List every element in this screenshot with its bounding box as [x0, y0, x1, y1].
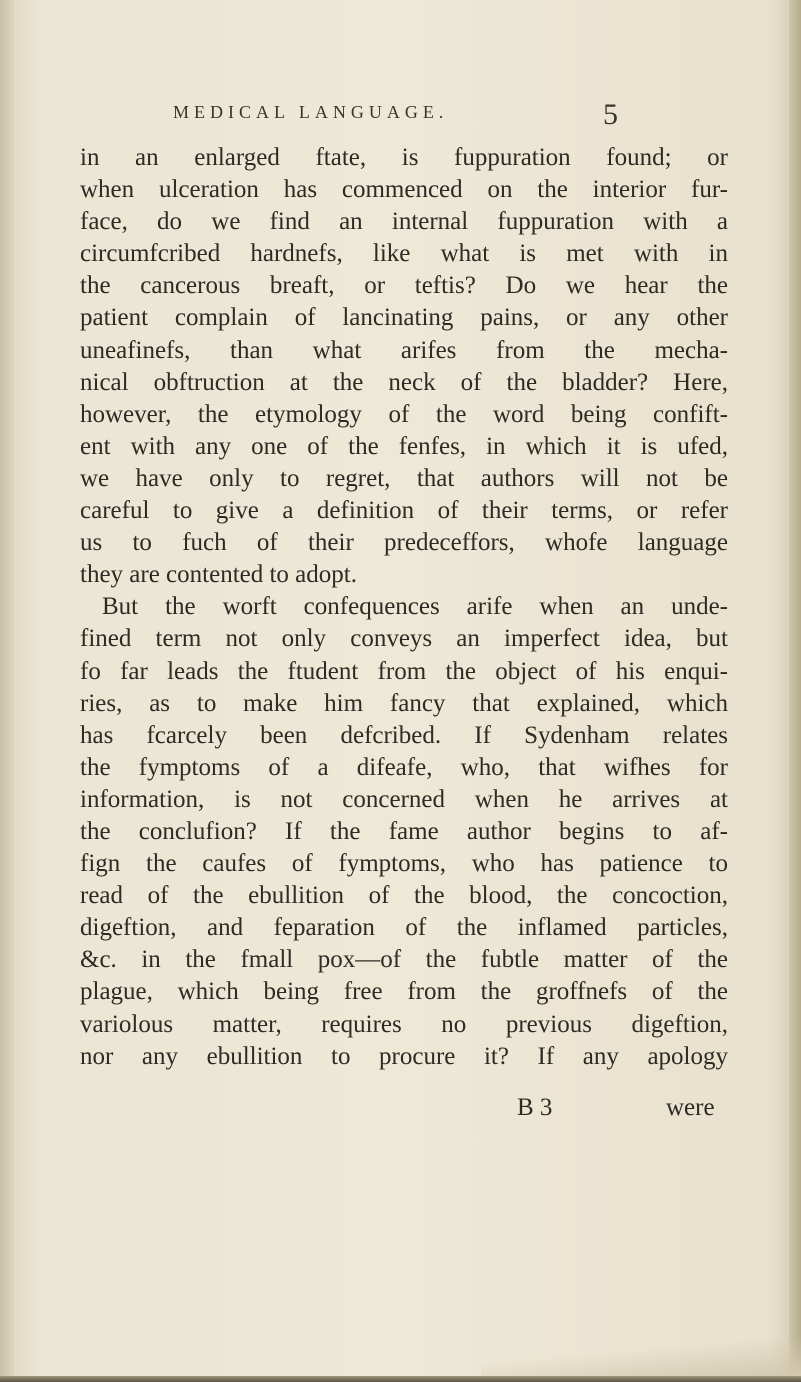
text-line: fign the caufes of fymptoms, who has patience to	[80, 850, 728, 878]
body-text	[80, 142, 728, 1073]
bottom-border	[0, 1376, 801, 1382]
page-gutter-shadow	[0, 0, 14, 1382]
text-line: patient complain of lancinating pains, or any other	[80, 304, 728, 332]
text-line: has fcarcely been defcribed. If Sydenham relates	[80, 721, 728, 749]
text-line: circumfcribed hardnefs, like what is met with in	[80, 240, 728, 268]
page-edge-shadow	[789, 0, 801, 1382]
text-line: uneafinefs, than what arifes from the mecha-	[80, 336, 728, 364]
text-line: But the worft confequences arife when an unde-	[102, 593, 728, 621]
text-line: ent with any one of the fenfes, in which it is ufed,	[80, 432, 728, 460]
text-line: fined term not only conveys an imperfect idea, but	[80, 625, 728, 653]
text-line: variolous matter, requires no previous digeftion,	[80, 1010, 728, 1038]
text-line: information, is not concerned when he arrives at	[80, 785, 728, 813]
text-line: read of the ebullition of the blood, the concoction,	[80, 882, 728, 910]
text-line: nor any ebullition to procure it? If any apology	[80, 1042, 728, 1070]
text-line: nical obftruction at the neck of the bladder? Here,	[80, 368, 728, 396]
text-line: in an enlarged ftate, is fuppuration found; or	[80, 144, 728, 171]
page-number: 5	[603, 98, 618, 131]
page-stain	[481, 1300, 801, 1376]
catchword: were	[666, 1094, 715, 1121]
running-title: MEDICAL LANGUAGE.	[173, 102, 449, 122]
text-line: however, the etymology of the word being confift-	[80, 400, 728, 428]
text-line: they are contented to adopt.	[80, 561, 357, 589]
signature-mark: B 3	[517, 1094, 553, 1121]
text-line: face, do we find an internal fuppuration with a	[80, 208, 728, 236]
text-line: the cancerous breaft, or teftis? Do we hear the	[80, 272, 728, 300]
text-line: fo far leads the ftudent from the object of his enqui-	[80, 657, 728, 685]
text-line: digeftion, and feparation of the inflamed particles,	[80, 914, 728, 942]
footer-line	[80, 1094, 728, 1126]
text-line: the conclufion? If the fame author begins to af-	[80, 817, 728, 845]
text-line: the fymptoms of a difeafe, who, that wifhes for	[80, 753, 728, 781]
text-line: when ulceration has commenced on the interior fur-	[80, 176, 728, 204]
text-line: ries, as to make him fancy that explained, which	[80, 689, 728, 717]
text-line: us to fuch of their predeceffors, whofe language	[80, 529, 728, 557]
text-line: we have only to regret, that authors will not be	[80, 464, 728, 492]
text-line: plague, which being free from the groffnefs of the	[80, 978, 728, 1006]
text-line: careful to give a definition of their terms, or refer	[80, 497, 728, 525]
text-line: &c. in the fmall pox—of the fubtle matter of the	[80, 946, 728, 974]
